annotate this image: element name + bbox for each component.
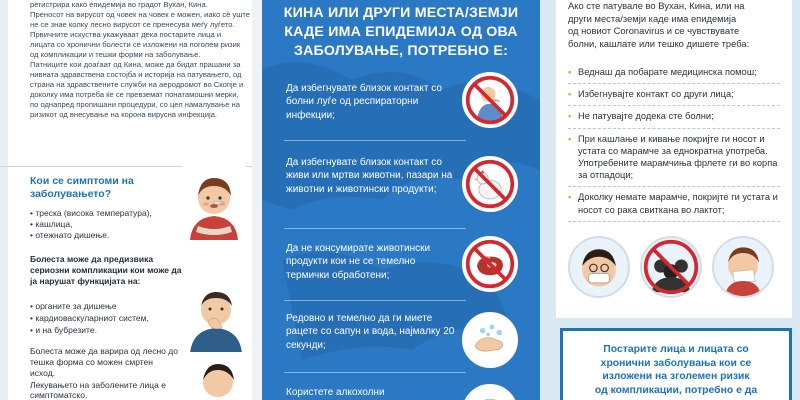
list-item: • Не патувајте додека сте болни;	[568, 110, 780, 128]
list-item: • Доколку немате марамче, покријте ги устата и носот со рака свиткана во лактот;	[568, 191, 780, 221]
intro-line: нивната здравствена состојба и историја на патувањето, од	[30, 70, 242, 79]
doctor-mask-icon	[568, 236, 630, 298]
heading-line: КИНА ИЛИ ДРУГИ МЕСТА/ЗЕМЈИ	[283, 5, 519, 21]
intro-line: од компликации и тешки форми на заболување.	[30, 50, 201, 59]
prevention-heading	[262, 4, 540, 61]
list-item: • При кашлање и кивање покријте ги носот и устата со марамче за еднократна употреба. Употребените марамчиња фрлете ги во корпа за отпадоци;	[568, 133, 780, 188]
callout-line: од компликации, потребно е да	[594, 384, 758, 396]
treatment-text: Лекувањето на заболените лица е симптоматско.	[30, 380, 166, 400]
complications-title: Болеста може да предизвика сериозни компликации кои може да ја нарушат функцијата на:	[30, 254, 182, 286]
intro-line: ризикот од внесување на корона вирусна инфекција.	[30, 110, 217, 119]
item-divider	[284, 372, 466, 373]
intro-line: страна на здравствените служби на аеродромот во Скопје и	[30, 80, 244, 89]
list-item: • Веднаш да побарате медицинска помош;	[568, 66, 780, 84]
list-item: • Избегнувајте контакт со други лица;	[568, 88, 780, 106]
crowd-crossed-icon	[640, 236, 702, 298]
disease-course-text: Болеста може да варира од лесно до тешка форма со можен смртен исход.	[30, 346, 178, 378]
item-divider	[284, 228, 466, 229]
heading-line: ЗАБОЛУВАЊЕ, ПОТРЕБНО Е:	[293, 43, 509, 59]
intro-line: лицата со хронични болести се изложени на поголем ризик	[30, 40, 241, 49]
prevention-item: Да не консумирате животински продукти кои не се темелно термички обработени;	[286, 243, 431, 281]
list-item: • отежнато дишење.	[30, 230, 170, 241]
list-item: • кардиоваскуларниот систем,	[30, 312, 200, 324]
raw-meat-crossed-icon	[462, 236, 518, 292]
heading-line: КАДЕ ИМА ЕПИДЕМИЈА ОД ОВА	[284, 24, 518, 40]
item-divider	[284, 140, 466, 141]
middle-column	[262, 0, 540, 400]
chicken-crossed-icon	[462, 156, 518, 212]
right-column	[540, 0, 800, 400]
prevention-item: Редовно и темелно да ги миете рацете со сапун и вода, најмалку 20 секунди;	[286, 313, 455, 351]
intro-line: од новиот Coronavirus и се чувствувате	[568, 25, 740, 37]
at-risk-callout	[560, 328, 792, 400]
intro-line: други места/земји каде има епидемија	[568, 12, 737, 24]
advice-list	[568, 66, 780, 226]
sick-person-illustration	[184, 352, 252, 400]
callout-line: Постарите лица и лицата со	[603, 344, 749, 355]
intro-line: Преносот на вирусот од човек на човек е можен, иако сѐ уште	[30, 10, 250, 19]
sick-person-fever-illustration	[180, 166, 248, 240]
prevention-item: Да избегнувате близок контакт со болни луѓе од респираторни инфекции;	[286, 83, 442, 121]
intro-line: не се знае колку лесно вирусот се пренесува меѓу луѓето.	[30, 20, 235, 29]
list-item: • кашлица,	[30, 219, 170, 230]
list-item: • и на бубрезите.	[30, 324, 200, 336]
intro-text	[30, 0, 252, 120]
handwashing-icon	[462, 312, 518, 368]
sneezing-person-icon	[712, 236, 774, 298]
left-stripe	[0, 0, 8, 400]
list-item: • органите за дишење	[30, 300, 200, 312]
left-column	[0, 0, 262, 400]
prevention-item: Да избегнувате близок контакт со живи или мртви животни, пазари на животни и животински продукти;	[286, 157, 453, 195]
callout-line: хронични заболувања кои се	[600, 357, 752, 369]
intro-line: регистрира како епидемија во градот Вухан, Кина.	[30, 0, 208, 9]
symptoms-list	[30, 208, 170, 241]
intro-line: Патниците кои доаѓаат од Кина, може да бидат прашани за	[30, 60, 241, 69]
column-edge	[252, 0, 262, 400]
item-divider	[284, 300, 466, 301]
intro-line: болни, кашлате или тешко дишете треба:	[568, 37, 750, 49]
sick-person-coughing-illustration	[182, 280, 250, 354]
intro-line: Ако сте патувале во Вухан, Кина, или на	[568, 0, 745, 11]
complications-list	[30, 300, 200, 336]
symptoms-heading: Кои се симптоми на заболувањето?	[30, 175, 134, 200]
intro-line: доколку има потреба ќе се превземат понатамошни мерки,	[30, 90, 239, 99]
intro-line: Првичните искуства укажуваат дека постарите лица и	[30, 30, 222, 39]
sick-person-crossed-icon	[462, 72, 518, 128]
travel-advice-intro	[568, 0, 780, 50]
at-risk-callout-text	[563, 343, 789, 397]
prevention-item: Користете алкохолни	[286, 387, 385, 398]
list-item: • треска (висока температура),	[30, 208, 170, 219]
illustration-row	[568, 236, 778, 306]
callout-line: изложени на зголемен ризик	[602, 371, 750, 383]
intro-line: по однапред пропишани процедури, со цел намалување на	[30, 100, 240, 109]
